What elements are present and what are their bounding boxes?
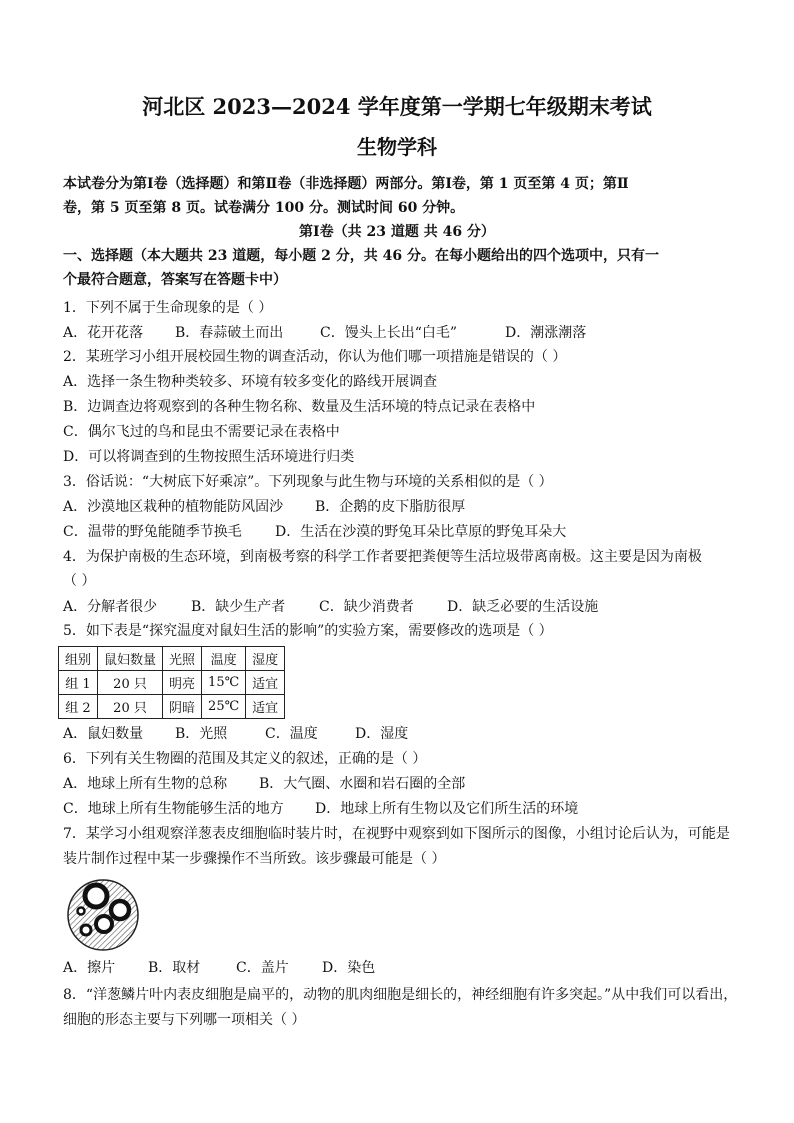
q7-stem-2: 装片制作过程中某一步骤操作不当所致。该步骤最可能是（ ） — [63, 851, 446, 867]
table-cell: 20 只 — [98, 671, 163, 695]
q5-option-b: B．光照 — [175, 726, 228, 742]
q4-options — [63, 597, 598, 617]
q7-option-a: A．擦片 — [63, 960, 116, 976]
q5-options — [63, 724, 408, 744]
q3-stem: 3．俗话说：“大树底下好乘凉”。下列现象与此生物与环境的关系相似的是（ ） — [63, 474, 553, 490]
q6-option-a: A．地球上所有生物的总称 — [63, 776, 228, 792]
q3-option-d: D．生活在沙漠的野兔耳朵比草原的野兔耳朵大 — [275, 524, 567, 540]
q4-option-a: A．分解者很少 — [63, 599, 158, 615]
q6-options-ab — [63, 774, 465, 794]
q6-options-cd — [63, 799, 578, 819]
q3-option-c: C．温带的野兔能随季节换毛 — [63, 524, 242, 540]
q2-option-c: C．偶尔飞过的鸟和昆虫不需要记录在表格中 — [63, 424, 340, 440]
q6-option-c: C．地球上所有生物能够生活的地方 — [63, 801, 284, 817]
q5-stem: 5．如下表是“探究温度对鼠妇生活的影响”的实验方案，需要修改的选项是（ ） — [63, 623, 553, 639]
table-cell: 适宜 — [246, 671, 285, 695]
q4-stem-1: 4．为保护南极的生态环境，到南极考察的科学工作者要把粪便等生活垃圾带离南极。这主要是因为南极 — [63, 549, 702, 565]
q1-option-b: B．春蒜破土而出 — [175, 325, 284, 341]
q8-stem-1: 8．“洋葱鳞片叶内表皮细胞是扁平的，动物的肌肉细胞是细长的，神经细胞有许多突起。”从中我们可以看出， — [63, 987, 738, 1003]
air-bubble — [85, 885, 107, 907]
q6-stem: 6．下列有关生物圈的范围及其定义的叙述，正确的是（ ） — [63, 751, 427, 767]
table-header-cell: 鼠妇数量 — [98, 647, 163, 671]
q5-option-d: D．湿度 — [355, 726, 409, 742]
table-cell: 25℃ — [202, 695, 246, 719]
table-cell: 明亮 — [163, 671, 202, 695]
table-cell: 适宜 — [246, 695, 285, 719]
subject-title: 生物学科 — [357, 135, 437, 159]
q1-options — [63, 323, 586, 343]
q3-option-b: B．企鹅的皮下脂肪很厚 — [315, 499, 466, 515]
q8-stem-2: 细胞的形态主要与下列哪一项相关（ ） — [63, 1012, 306, 1028]
q7-options — [63, 958, 375, 978]
q4-option-c: C．缺少消费者 — [319, 599, 414, 615]
table-header-cell: 湿度 — [246, 647, 285, 671]
section-instruction-1: 一、选择题（本大题共 23 道题，每小题 2 分，共 46 分。在每小题给出的四个选项中，只有一 — [63, 248, 659, 264]
q3-options-cd — [63, 522, 566, 542]
q1-option-a: A．花开花落 — [63, 325, 144, 341]
intro-line-1: 本试卷分为第Ⅰ卷（选择题）和第Ⅱ卷（非选择题）两部分。第Ⅰ卷，第 1 页至第 4 页；第Ⅱ — [63, 176, 629, 192]
q7-option-c: C．盖片 — [236, 960, 289, 976]
table-cell: 20 只 — [98, 695, 163, 719]
q1-option-d: D．潮涨潮落 — [505, 325, 587, 341]
q2-option-b: B．边调查边将观察到的各种生物名称、数量及生活环境的特点记录在表格中 — [63, 399, 536, 415]
table-cell: 阴暗 — [163, 695, 202, 719]
table-header-cell: 组别 — [59, 647, 98, 671]
air-bubble — [78, 908, 85, 915]
microscope-view-figure — [66, 878, 140, 952]
q2-option-d: D．可以将调查到的生物按照生活环境进行归类 — [63, 449, 355, 465]
air-bubble — [96, 916, 112, 932]
q7-option-d: D．染色 — [322, 960, 376, 976]
q7-option-b: B．取材 — [148, 960, 201, 976]
table-header-row — [59, 647, 285, 671]
q6-option-b: B．大气圈、水圈和岩石圈的全部 — [259, 776, 466, 792]
q5-option-c: C．温度 — [265, 726, 318, 742]
table-header-cell: 温度 — [202, 647, 246, 671]
exam-title: 河北区 2023—2024 学年度第一学期七年级期末考试 — [142, 94, 652, 119]
table-cell: 组 2 — [59, 695, 98, 719]
table-header-cell: 光照 — [163, 647, 202, 671]
q5-option-a: A．鼠妇数量 — [63, 726, 144, 742]
intro-line-2: 卷，第 5 页至第 8 页。试卷满分 100 分。测试时间 60 分钟。 — [63, 200, 465, 216]
q1-option-c: C．馒头上长出“白毛” — [320, 325, 458, 341]
table-row — [59, 695, 285, 719]
section-instruction-2: 个最符合题意，答案写在答题卡中） — [63, 272, 287, 288]
q3-option-a: A．沙漠地区栽种的植物能防风固沙 — [63, 499, 284, 515]
section-title: 第Ⅰ卷（共 23 道题 共 46 分） — [299, 224, 495, 240]
air-bubble — [111, 901, 129, 919]
q6-option-d: D．地球上所有生物以及它们所生活的环境 — [315, 801, 579, 817]
q1-stem: 1．下列不属于生命现象的是（ ） — [63, 300, 273, 316]
q3-options-ab — [63, 497, 465, 517]
q2-option-a: A．选择一条生物种类较多、环境有较多变化的路线开展调查 — [63, 374, 438, 390]
q2-stem: 2．某班学习小组开展校园生物的调查活动，你认为他们哪一项措施是错误的（ ） — [63, 349, 567, 365]
q4-option-b: B．缺少生产者 — [191, 599, 286, 615]
q4-stem-2: （ ） — [63, 573, 96, 589]
experiment-table — [58, 646, 285, 719]
table-cell: 组 1 — [59, 671, 98, 695]
table-cell: 15℃ — [202, 671, 246, 695]
air-bubble — [81, 925, 91, 935]
q4-option-d: D．缺乏必要的生活设施 — [447, 599, 599, 615]
table-row — [59, 671, 285, 695]
q7-stem-1: 7．某学习小组观察洋葱表皮细胞临时装片时，在视野中观察到如下图所示的图像，小组讨论后认为，可能是 — [63, 826, 730, 842]
